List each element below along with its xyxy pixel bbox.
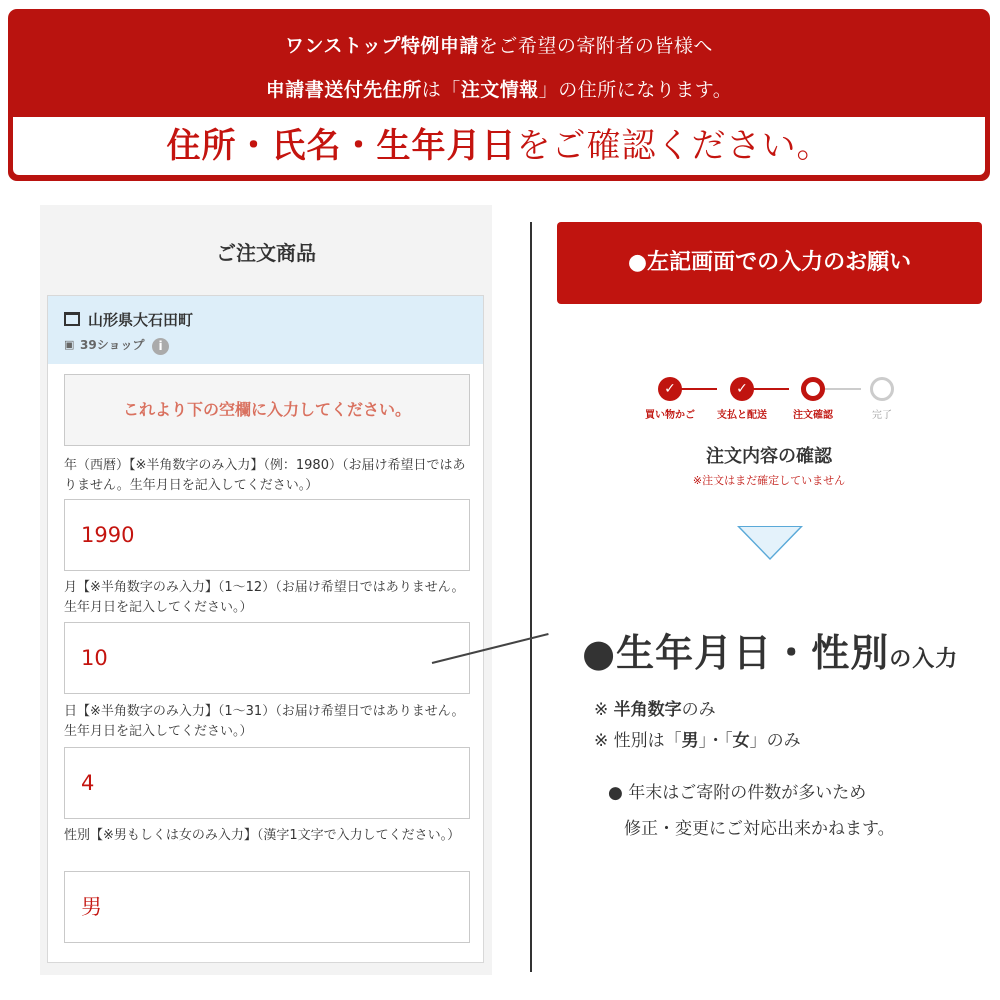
note-no-changes: 修正・変更にご対応出来かねます。	[624, 819, 895, 839]
divider-line	[530, 222, 532, 972]
heading-suffix: の入力	[889, 647, 959, 672]
note-1-bold: 半角数字	[613, 700, 682, 720]
step-check-icon: ✓	[730, 377, 754, 401]
step-todo-icon	[870, 377, 894, 401]
note-2-female: 女	[732, 731, 750, 751]
banner-line-2-bold2: 注文情報	[460, 79, 539, 101]
banner-line-2-rest: 」の住所になります。	[538, 79, 733, 101]
year-input[interactable]: 1990	[64, 499, 470, 571]
banner-headline-rest: をご確認ください。	[516, 126, 832, 166]
order-card	[47, 295, 484, 963]
step-current-icon	[801, 377, 825, 401]
confirm-title: 注文内容の確認	[706, 446, 832, 467]
order-panel-title: ご注文商品	[216, 241, 316, 265]
banner-headline	[13, 117, 985, 175]
banner-line-2	[8, 75, 990, 102]
shop-icon	[64, 312, 80, 326]
step-label-payment: 支払と配送	[717, 410, 767, 421]
step-check-icon: ✓	[658, 377, 682, 401]
info-icon[interactable]: i	[152, 338, 169, 355]
confirm-note: ※注文はまだ確定していません	[692, 474, 846, 487]
note-2-male: 男	[681, 731, 699, 751]
heading-birthdate: 生年月日	[616, 631, 773, 675]
step-connector-3	[823, 388, 861, 390]
note-halfwidth	[594, 695, 716, 720]
note-1-prefix: ※	[594, 700, 614, 720]
banner-line-2-mid: は「	[421, 79, 461, 101]
day-input[interactable]: 4	[64, 747, 470, 819]
shop-header	[48, 296, 483, 364]
shop-sub: 39ショップ	[80, 338, 145, 352]
note-2-prefix: ※ 性別は「	[594, 731, 682, 751]
note-2-mid: 」・「	[698, 731, 733, 751]
step-label-complete: 完了	[872, 410, 892, 421]
note-gender	[594, 726, 801, 751]
request-heading: ●左記画面での入力のお願い	[557, 222, 982, 304]
step-label-cart: 買い物かご	[645, 410, 695, 421]
month-input[interactable]: 10	[64, 622, 470, 694]
heading-bullet: ●	[582, 631, 617, 675]
step-connector-2	[751, 388, 789, 390]
banner-line-2-bold1: 申請書送付先住所	[265, 79, 422, 101]
gender-input[interactable]: 男	[64, 871, 470, 943]
birthdate-gender-heading	[582, 622, 958, 677]
announcement-banner	[8, 9, 990, 181]
month-label: 月【※半角数字のみ入力】（1～12）（お届け希望日ではありません。生年月日を記入してください。）	[64, 580, 465, 615]
banner-line-1-rest: をご希望の寄附者の皆様へ	[478, 35, 713, 57]
day-label: 日【※半角数字のみ入力】（1～31）（お届け希望日ではありません。生年月日を記入してください。）	[64, 704, 465, 739]
checkout-steps	[569, 360, 969, 495]
gender-label: 性別【※男もしくは女のみ入力】（漢字1文字で入力してください。）	[64, 828, 461, 843]
banner-line-1-bold: ワンストップ特例申請	[285, 35, 479, 57]
shop-name[interactable]: 山形県大石田町	[88, 311, 194, 329]
step-connector-1	[679, 388, 717, 390]
down-arrow-fill	[740, 527, 800, 558]
note-2-rest: 」のみ	[749, 731, 801, 751]
year-label: 年（西暦）【※半角数字のみ入力】（例：1980）（お届け希望日ではありません。生年月日を記入してください。）	[64, 458, 466, 493]
banner-line-1	[8, 31, 990, 58]
step-label-confirm: 注文確認	[793, 410, 833, 421]
note-1-rest: のみ	[681, 700, 716, 720]
truck-icon: ▣	[64, 338, 75, 351]
heading-gender: 性別	[811, 631, 890, 675]
heading-sep: ・	[772, 631, 812, 675]
note-yearend: ● 年末はご寄附の件数が多いため	[608, 783, 867, 803]
banner-headline-bold: 住所・氏名・生年月日	[166, 126, 517, 166]
order-panel	[40, 205, 492, 975]
input-notice: これより下の空欄に入力してください。	[64, 374, 470, 446]
